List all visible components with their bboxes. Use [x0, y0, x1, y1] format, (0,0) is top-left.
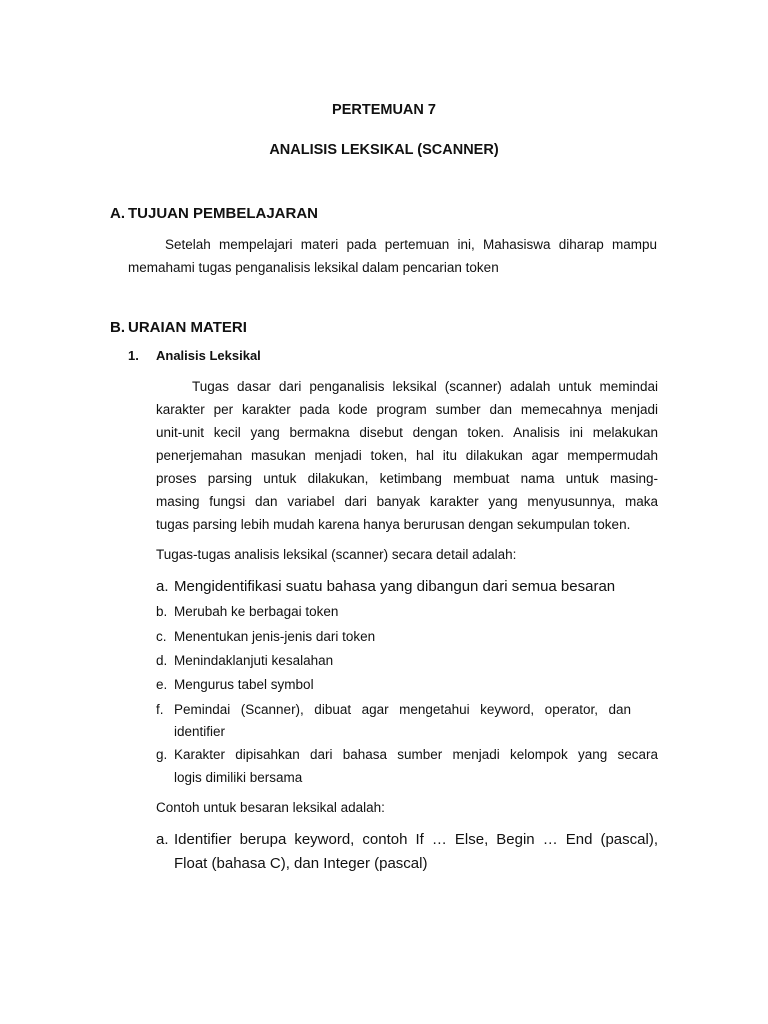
list-label: a.: [156, 578, 169, 595]
list-item: Mengurus tabel symbol: [174, 677, 314, 692]
list-item-continued: Float (bahasa C), dan Integer (pascal): [174, 855, 428, 872]
list-item: Menindaklanjuti kesalahan: [174, 653, 334, 668]
section-a-line-2: memahami tugas penganalisis leksikal dalam pencarian token: [128, 260, 499, 275]
subsection-number: 1.: [128, 348, 139, 363]
list-item: Menentukan jenis-jenis dari token: [174, 629, 376, 644]
paragraph-line: unit-unit kecil yang bermakna disebut dengan token. Analisis ini melakukan: [156, 425, 658, 440]
section-a-letter: A.: [110, 205, 125, 222]
list-item-continued: logis dimiliki bersama: [174, 770, 303, 785]
paragraph-line: karakter per karakter pada kode program sumber dan memecahnya menjadi: [156, 402, 658, 417]
meeting-title: PERTEMUAN 7: [332, 102, 436, 118]
section-b-letter: B.: [110, 319, 125, 336]
paragraph-line: tugas parsing lebih mudah karena hanya berurusan dengan sekumpulan token.: [156, 517, 631, 532]
section-a-heading: TUJUAN PEMBELAJARAN: [128, 205, 319, 222]
list-label: c.: [156, 629, 167, 644]
section-a-line-1: Setelah mempelajari materi pada pertemuan ini, Mahasiswa diharap mampu: [165, 237, 657, 252]
list-label: b.: [156, 604, 168, 619]
list-item-continued: identifier: [174, 724, 226, 739]
list-item: Mengidentifikasi suatu bahasa yang dibangun dari semua besaran: [174, 578, 616, 595]
paragraph-line: proses parsing untuk dilakukan, ketimbang membuat nama untuk masing-: [156, 471, 658, 486]
list-label: d.: [156, 653, 168, 668]
document-title: ANALISIS LEKSIKAL (SCANNER): [269, 142, 499, 158]
section-b-heading: URAIAN MATERI: [128, 319, 247, 336]
paragraph-line: penerjemahan masukan menjadi token, hal itu dilakukan agar mempermudah: [156, 448, 658, 463]
tasks-intro: Tugas-tugas analisis leksikal (scanner) secara detail adalah:: [156, 547, 517, 562]
list-item: Identifier berupa keyword, contoh If … Else, Begin … End (pascal),: [174, 831, 658, 848]
subsection-heading: Analisis Leksikal: [156, 348, 261, 363]
list-item: Merubah ke berbagai token: [174, 604, 339, 619]
list-label: a.: [156, 831, 169, 848]
examples-intro: Contoh untuk besaran leksikal adalah:: [156, 800, 385, 815]
list-label: g.: [156, 747, 168, 762]
list-label: e.: [156, 677, 168, 692]
list-label: f.: [156, 702, 164, 717]
paragraph-line: masing fungsi dan variabel dari banyak karakter yang menyusunnya, maka: [156, 494, 658, 509]
list-item: Pemindai (Scanner), dibuat agar mengetahui keyword, operator, dan: [174, 702, 631, 717]
list-item: Karakter dipisahkan dari bahasa sumber menjadi kelompok yang secara: [174, 747, 658, 762]
paragraph-line: Tugas dasar dari penganalisis leksikal (scanner) adalah untuk memindai: [192, 379, 658, 394]
